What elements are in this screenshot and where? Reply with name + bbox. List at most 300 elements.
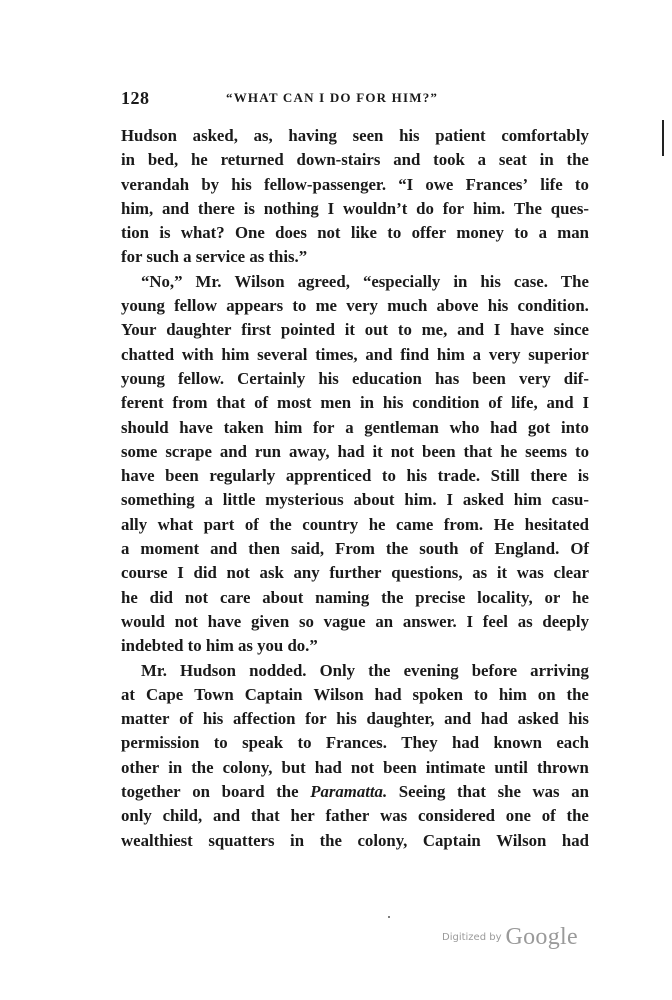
word: Only (319, 660, 356, 680)
text-line (121, 124, 589, 148)
word: his (487, 296, 509, 316)
word: at (121, 684, 135, 704)
text-line (121, 197, 589, 221)
word: a (121, 539, 130, 559)
word: in (121, 150, 135, 170)
word: I (177, 563, 184, 583)
word: he (500, 441, 518, 461)
text-line (121, 634, 589, 658)
word: would (121, 611, 165, 631)
word: Your (121, 320, 157, 340)
word: his (406, 466, 428, 486)
text-line (121, 780, 589, 804)
text-line (121, 659, 589, 683)
word: superior (528, 344, 589, 364)
digitized-by-google-watermark (442, 924, 578, 951)
word: I (493, 320, 501, 340)
word: I (582, 393, 589, 413)
word: took (433, 150, 465, 170)
word: said, (290, 539, 325, 559)
text-line (121, 829, 589, 853)
word: to (381, 466, 396, 486)
word: condition. (517, 296, 589, 316)
word: Wilson (496, 830, 547, 850)
word: arriving (530, 660, 589, 680)
word: Frances. (325, 733, 387, 753)
word: One (235, 223, 265, 243)
word: colony, (357, 830, 408, 850)
word: like (350, 223, 377, 243)
word: nodded. (249, 660, 307, 680)
word: been (383, 757, 417, 777)
word: had (337, 441, 365, 461)
word: was (380, 806, 408, 826)
word: I (466, 611, 474, 631)
word: a (204, 490, 213, 510)
word: course (121, 563, 168, 583)
word: his (480, 271, 501, 291)
word: of (254, 393, 269, 413)
word: of (541, 806, 556, 826)
text-line (121, 173, 589, 197)
word: fellow. (177, 368, 225, 388)
word: is (243, 198, 255, 218)
word: Captain (244, 684, 303, 704)
word: then (248, 539, 280, 559)
word: him (221, 344, 250, 364)
word: and (212, 806, 241, 826)
word: colony, (222, 757, 273, 777)
word: ask (259, 563, 284, 583)
word: and (457, 320, 485, 340)
word: since (553, 320, 589, 340)
word: ques- (550, 198, 589, 218)
running-title: “WHAT CAN I DO FOR HIM?” (226, 90, 439, 105)
word: have (207, 611, 242, 631)
word: They (401, 733, 438, 753)
word: to (473, 684, 488, 704)
word: run (254, 441, 282, 461)
word: or (544, 587, 561, 607)
word: “I (398, 174, 414, 194)
word: had (490, 417, 518, 437)
word: moment (140, 539, 200, 559)
word: before (471, 660, 518, 680)
word: further (329, 563, 382, 583)
word: the (191, 757, 214, 777)
text-line (121, 513, 589, 537)
word: any (293, 563, 320, 583)
word: been (421, 441, 456, 461)
word: scrape (165, 441, 212, 461)
word: who (449, 417, 480, 437)
word: in (290, 830, 305, 850)
word: has (434, 368, 460, 388)
word: above (436, 296, 479, 316)
word: the (381, 587, 404, 607)
word: a (345, 417, 354, 437)
line-text: for such a service as this.” (121, 247, 308, 267)
word: the (566, 684, 589, 704)
word: until (494, 757, 528, 777)
word: his (399, 126, 420, 145)
word: affection (233, 709, 296, 729)
word: regularly (209, 466, 276, 486)
text-line (121, 756, 589, 780)
text-line (121, 537, 589, 561)
word: the (566, 806, 589, 826)
word: little (222, 490, 256, 510)
word: to (397, 320, 412, 340)
word: that (457, 782, 486, 802)
word: known (493, 733, 542, 753)
word: daughter (166, 320, 232, 340)
word: me (315, 296, 338, 316)
word: questions, (391, 563, 463, 583)
word: something (121, 490, 195, 510)
word: of (488, 393, 503, 413)
word: Certainly (237, 368, 306, 388)
text-line (121, 270, 589, 294)
word: have (121, 466, 155, 486)
word: verandah (121, 174, 190, 194)
word: the (269, 514, 292, 534)
word: very (488, 344, 521, 364)
word: for (313, 417, 335, 437)
word: ally (121, 514, 148, 534)
word: pointed (280, 320, 335, 340)
word: hesitated (524, 514, 589, 534)
word: seems (525, 441, 568, 461)
word: that (250, 806, 280, 826)
word: only (121, 806, 152, 826)
word: it (496, 563, 508, 583)
word: to (574, 441, 589, 461)
word: The (513, 198, 542, 218)
word: he (121, 587, 138, 607)
word: much (387, 296, 428, 316)
word: taken (223, 417, 264, 437)
word: each (556, 733, 589, 753)
word: had (374, 684, 402, 704)
speck (388, 916, 390, 918)
word: does (275, 223, 307, 243)
word: from. (443, 514, 484, 534)
word: the (276, 782, 299, 802)
word: child, (162, 806, 203, 826)
word: life, (511, 393, 538, 413)
word: ferent (121, 393, 164, 413)
word: chatted (121, 344, 175, 364)
word: of (244, 514, 259, 534)
word: “especially (362, 271, 441, 291)
word: fellow-passenger. (264, 174, 387, 194)
word: wealthiest (121, 830, 193, 850)
word: an (571, 782, 589, 802)
word: comfortably (501, 126, 589, 145)
word: education (351, 368, 422, 388)
word: have (179, 417, 213, 437)
text-line (121, 707, 589, 731)
word: he (368, 514, 386, 534)
word: matter (121, 709, 170, 729)
word: asked, (192, 126, 238, 145)
word: not (390, 441, 415, 461)
word: and (393, 150, 421, 170)
word: but (281, 757, 306, 777)
word: his (231, 174, 252, 194)
word: spoken (412, 684, 463, 704)
word: Paramatta. (310, 782, 388, 802)
word: one (505, 806, 531, 826)
word: men (320, 393, 352, 413)
word: life (540, 174, 563, 194)
word: by (201, 174, 220, 194)
word: asked (462, 490, 504, 510)
word: together (121, 782, 181, 802)
word: I (446, 490, 453, 510)
word: to (514, 223, 529, 243)
word: nothing (263, 198, 319, 218)
word: Cape (145, 684, 184, 704)
word: the (385, 539, 409, 559)
word: is (159, 223, 171, 243)
word: him, (121, 198, 154, 218)
word: dif- (563, 368, 589, 388)
word: not (174, 611, 198, 631)
text-line (121, 683, 589, 707)
word: did (193, 563, 217, 583)
word: the (319, 830, 342, 850)
word: down-stairs (296, 150, 381, 170)
word: him. (404, 490, 437, 510)
word: locality, (477, 587, 533, 607)
page-number: 128 (121, 88, 150, 108)
word: his (318, 368, 339, 388)
word: He (493, 514, 515, 534)
body-text (121, 124, 589, 853)
word: Town (194, 684, 234, 704)
word: into (560, 417, 589, 437)
word: patient (435, 126, 486, 145)
word: Hudson (180, 660, 237, 680)
word: man (557, 223, 589, 243)
word: for (305, 709, 327, 729)
word: some (121, 441, 158, 461)
word: and (219, 441, 247, 461)
text-line (121, 610, 589, 634)
word: had (561, 830, 589, 850)
word: had (452, 733, 480, 753)
word: should (121, 417, 169, 437)
word: away, (288, 441, 330, 461)
word: England. (494, 539, 560, 559)
word: returned (220, 150, 284, 170)
word: Mr. (141, 660, 167, 680)
word: what (157, 514, 194, 534)
text-line (121, 391, 589, 415)
word: a (538, 223, 547, 243)
word: owe (425, 174, 454, 194)
word: on (192, 782, 211, 802)
word: young (121, 296, 165, 316)
word: about (353, 490, 395, 510)
word: father (325, 806, 370, 826)
word: south (419, 539, 459, 559)
word: apprenticed (285, 466, 372, 486)
word: about (262, 587, 304, 607)
text-line (121, 416, 589, 440)
word: of (179, 709, 194, 729)
word: permission (121, 733, 200, 753)
word: Wilson (313, 684, 364, 704)
word: and (444, 709, 472, 729)
word: first (241, 320, 272, 340)
word: bed, (147, 150, 179, 170)
word: on (537, 684, 556, 704)
word: not (226, 563, 250, 583)
word: Still (490, 466, 520, 486)
word: have (510, 320, 544, 340)
watermark-google: Google (505, 924, 578, 950)
text-line (121, 245, 589, 269)
word: asked (517, 709, 559, 729)
word: for (442, 198, 465, 218)
word: he (190, 150, 208, 170)
text-line (121, 221, 589, 245)
word: deeply (542, 611, 589, 631)
word: times, (315, 344, 358, 364)
word: appears (226, 296, 284, 316)
word: she (497, 782, 521, 802)
text-line (121, 318, 589, 342)
word: him. (472, 198, 506, 218)
word: in (453, 271, 468, 291)
word: is (577, 466, 589, 486)
word: part (203, 514, 235, 534)
word: to (297, 733, 312, 753)
word: with (181, 344, 214, 364)
word: it (344, 320, 356, 340)
text-line (121, 731, 589, 755)
word: very (518, 368, 551, 388)
word: he (572, 587, 589, 607)
word: of (469, 539, 484, 559)
word: find (400, 344, 430, 364)
text-line (121, 561, 589, 585)
word: Of (570, 539, 589, 559)
word: not (350, 757, 375, 777)
word: me, (421, 320, 448, 340)
word: and (210, 539, 238, 559)
word: as (517, 611, 533, 631)
word: an (375, 611, 394, 631)
word: thrown (536, 757, 589, 777)
word: answer. (402, 611, 457, 631)
word: him (498, 684, 527, 704)
word: had (480, 709, 508, 729)
text-line (121, 440, 589, 464)
word: From (335, 539, 375, 559)
word: seat (498, 150, 527, 170)
word: what? (180, 223, 225, 243)
word: several (257, 344, 308, 364)
word: not (317, 223, 341, 243)
word: and (546, 393, 574, 413)
watermark-digitized: Digitized by (442, 932, 502, 943)
word: Seeing (398, 782, 446, 802)
word: The (560, 271, 589, 291)
word: “No,” (141, 271, 183, 291)
word: Frances’ (465, 174, 529, 194)
word: vague (323, 611, 366, 631)
word: his (568, 709, 589, 729)
word: naming (315, 587, 370, 607)
word: having (288, 126, 337, 145)
text-line (121, 488, 589, 512)
word: offer (411, 223, 447, 243)
word: care (219, 587, 251, 607)
word: trade. (437, 466, 481, 486)
word: to (574, 174, 589, 194)
word: there (197, 198, 235, 218)
word: out (364, 320, 389, 340)
word: to (292, 296, 307, 316)
word: there (530, 466, 568, 486)
word: country (302, 514, 359, 534)
word: Captain (422, 830, 481, 850)
word: his (202, 709, 224, 729)
word: as, (253, 126, 273, 145)
line-text: indebted to him as you do.” (121, 636, 318, 656)
word: the (368, 660, 391, 680)
text-line (121, 804, 589, 828)
word: a (477, 150, 487, 170)
word: Wilson (234, 271, 285, 291)
word: most (277, 393, 312, 413)
word: got (527, 417, 551, 437)
word: fellow (174, 296, 217, 316)
word: intimate (425, 757, 486, 777)
word: his (336, 709, 357, 729)
word: a (472, 344, 482, 364)
word: and (365, 344, 393, 364)
word: it (372, 441, 383, 461)
word: very (346, 296, 378, 316)
word: been (472, 368, 506, 388)
word: young (121, 368, 165, 388)
word: her (290, 806, 315, 826)
word: Mr. (195, 271, 222, 291)
word: I (327, 198, 335, 218)
word: precise (415, 587, 466, 607)
text-line (121, 464, 589, 488)
word: speak (242, 733, 284, 753)
word: casu- (551, 490, 589, 510)
word: him (274, 417, 303, 437)
word: daughter, (366, 709, 435, 729)
text-line (121, 294, 589, 318)
margin-mark (662, 120, 664, 156)
word: case. (513, 271, 548, 291)
text-line (121, 367, 589, 391)
word: did (149, 587, 173, 607)
word: in (539, 150, 554, 170)
word: to (213, 733, 228, 753)
word: and (162, 198, 190, 218)
word: mysterious (265, 490, 344, 510)
word: in (359, 393, 374, 413)
